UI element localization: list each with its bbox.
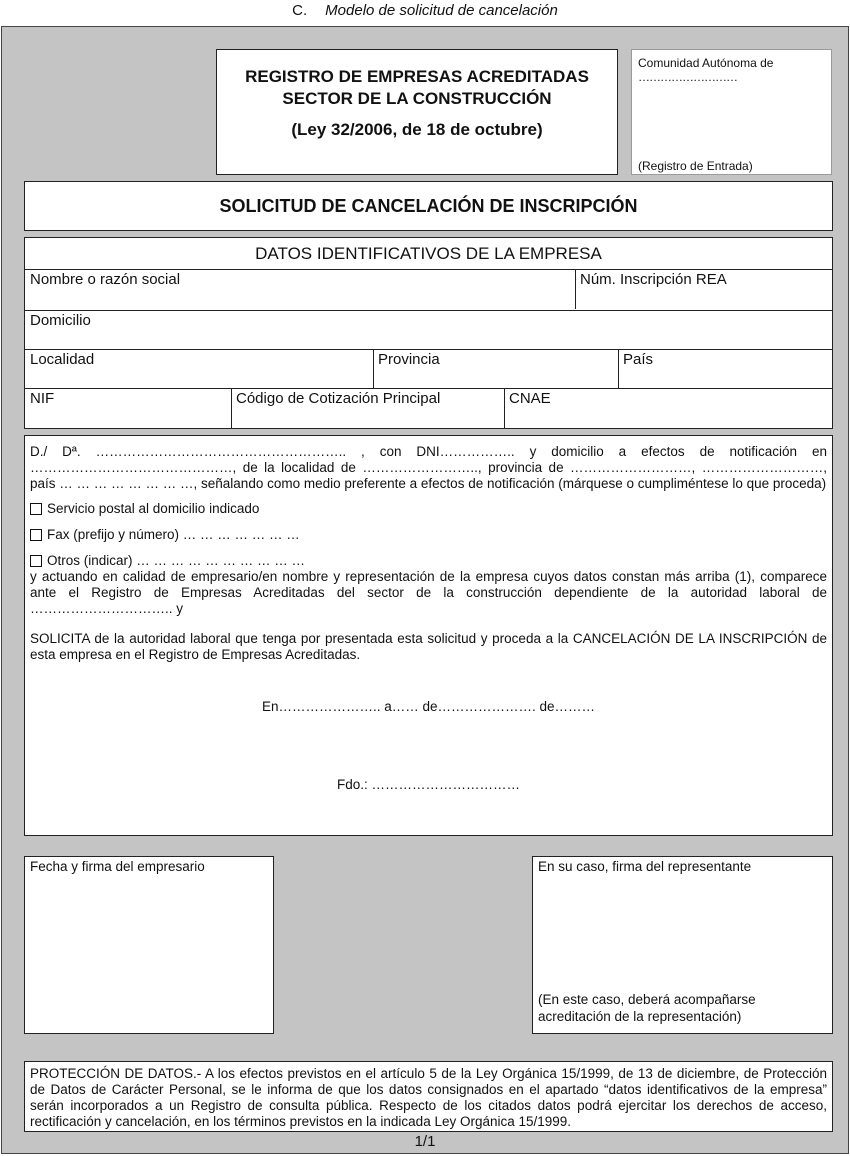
checkbox[interactable]	[30, 529, 42, 541]
field-label: NIF	[30, 390, 55, 407]
employer-signature-box[interactable]	[24, 856, 274, 1034]
option-otros[interactable]	[30, 553, 827, 569]
option-label: Otros (indicar) … … … … … … … … … …	[47, 553, 306, 568]
comunidad-label: Comunidad Autónoma de	[638, 56, 774, 70]
registro-entrada-label: (Registro de Entrada)	[638, 159, 753, 173]
field-cnae[interactable]	[504, 388, 832, 428]
field-localidad[interactable]	[25, 349, 373, 388]
page-number: 1/1	[414, 1133, 436, 1150]
option-label: Servicio postal al domicilio indicado	[47, 501, 260, 516]
place-date-line[interactable]: En………………….. a…… de…………………. de………	[261, 699, 596, 714]
caption-letter: C.	[292, 2, 308, 19]
company-data-section	[24, 237, 833, 429]
representative-signature-label: En su caso, firma del representante	[538, 859, 752, 874]
company-data-heading: DATOS IDENTIFICATIVOS DE LA EMPRESA	[255, 244, 602, 263]
representative-note: (En este caso, deberá acompañarse acreditación de la representación)	[538, 992, 756, 1024]
request-body-section	[24, 435, 833, 836]
comunidad-dots: ………………………	[638, 70, 737, 84]
option-servicio-postal[interactable]	[30, 501, 827, 517]
field-nombre-razon-social[interactable]	[25, 269, 575, 309]
data-protection-text: PROTECCIÓN DE DATOS.- A los efectos previstos en el artículo 5 de la Ley Orgánica 15/1999, de 13 de diciembre, de Protección de Datos de Carácter Personal, se le informa de que los datos consignados en el apartado “datos identificativos de la empresa” serán incorporados a un Registro de consulta pública. Respecto de los citados datos podrá ejercitar los derechos de acceso, rectificación y cancelación, en los términos previstos en la indicada Ley Orgánica 15/1999.	[30, 1066, 827, 1129]
employer-signature-label: Fecha y firma del empresario	[30, 859, 205, 874]
field-pais[interactable]	[618, 349, 832, 388]
field-label: Nombre o razón social	[30, 271, 181, 288]
document-caption	[0, 2, 850, 19]
field-label: Código de Cotización Principal	[236, 390, 441, 407]
form-title: SOLICITUD DE CANCELACIÓN DE INSCRIPCIÓN	[219, 196, 638, 216]
field-label: Domicilio	[30, 312, 91, 329]
field-domicilio[interactable]	[25, 310, 832, 348]
checkbox[interactable]	[30, 555, 42, 567]
field-codigo-cotizacion[interactable]	[231, 388, 504, 428]
comunidad-autonoma-box[interactable]	[631, 49, 832, 175]
field-nif[interactable]	[25, 388, 231, 428]
field-label: CNAE	[509, 390, 551, 407]
option-fax[interactable]	[30, 527, 827, 543]
signature-line[interactable]: Fdo.: ……………………………	[336, 777, 520, 792]
representation-paragraph: y actuando en calidad de empresario/en nombre y representación de la empresa cuyos datos constan más arriba (1), comparece ante el Registro de Empresas Acreditadas del sector de la construcción dependiente de la autoridad laboral de ………………………….. y	[30, 569, 827, 616]
representative-signature-box[interactable]	[532, 856, 833, 1034]
checkbox[interactable]	[30, 503, 42, 515]
field-label: Núm. Inscripción REA	[580, 271, 727, 288]
registry-title-line1: REGISTRO DE EMPRESAS ACREDITADAS	[245, 67, 589, 86]
field-num-inscripcion-rea[interactable]	[575, 269, 832, 309]
registry-title-line2: SECTOR DE LA CONSTRUCCIÓN	[282, 89, 552, 108]
applicant-paragraph: D./ Dª. ……………………………………………….. , con DNI…………….. y domicilio a efectos de notificación en ………………………………………, de la localidad de …………………….., provincia de ………………………, ………………………, país … … … … … … … …, señalando como medio preferente a efectos de notificación (márquese o cumpliméntese lo que proceda)	[30, 444, 827, 491]
request-paragraph: SOLICITA de la autoridad laboral que tenga por presentada esta solicitud y proceda a la CANCELACIÓN DE LA INSCRIPCIÓN de esta empresa en el Registro de Empresas Acreditadas.	[30, 631, 827, 662]
registry-law-reference: (Ley 32/2006, de 18 de octubre)	[291, 120, 543, 139]
caption-text: Modelo de solicitud de cancelación	[325, 2, 558, 19]
field-label: Provincia	[378, 351, 440, 368]
field-label: País	[623, 351, 654, 368]
form-title-box	[24, 181, 833, 231]
option-label: Fax (prefijo y número) … … … … … … …	[47, 527, 300, 542]
data-protection-notice	[24, 1061, 833, 1132]
field-provincia[interactable]	[373, 349, 618, 388]
field-label: Localidad	[30, 351, 95, 368]
registry-title-box	[216, 49, 618, 175]
